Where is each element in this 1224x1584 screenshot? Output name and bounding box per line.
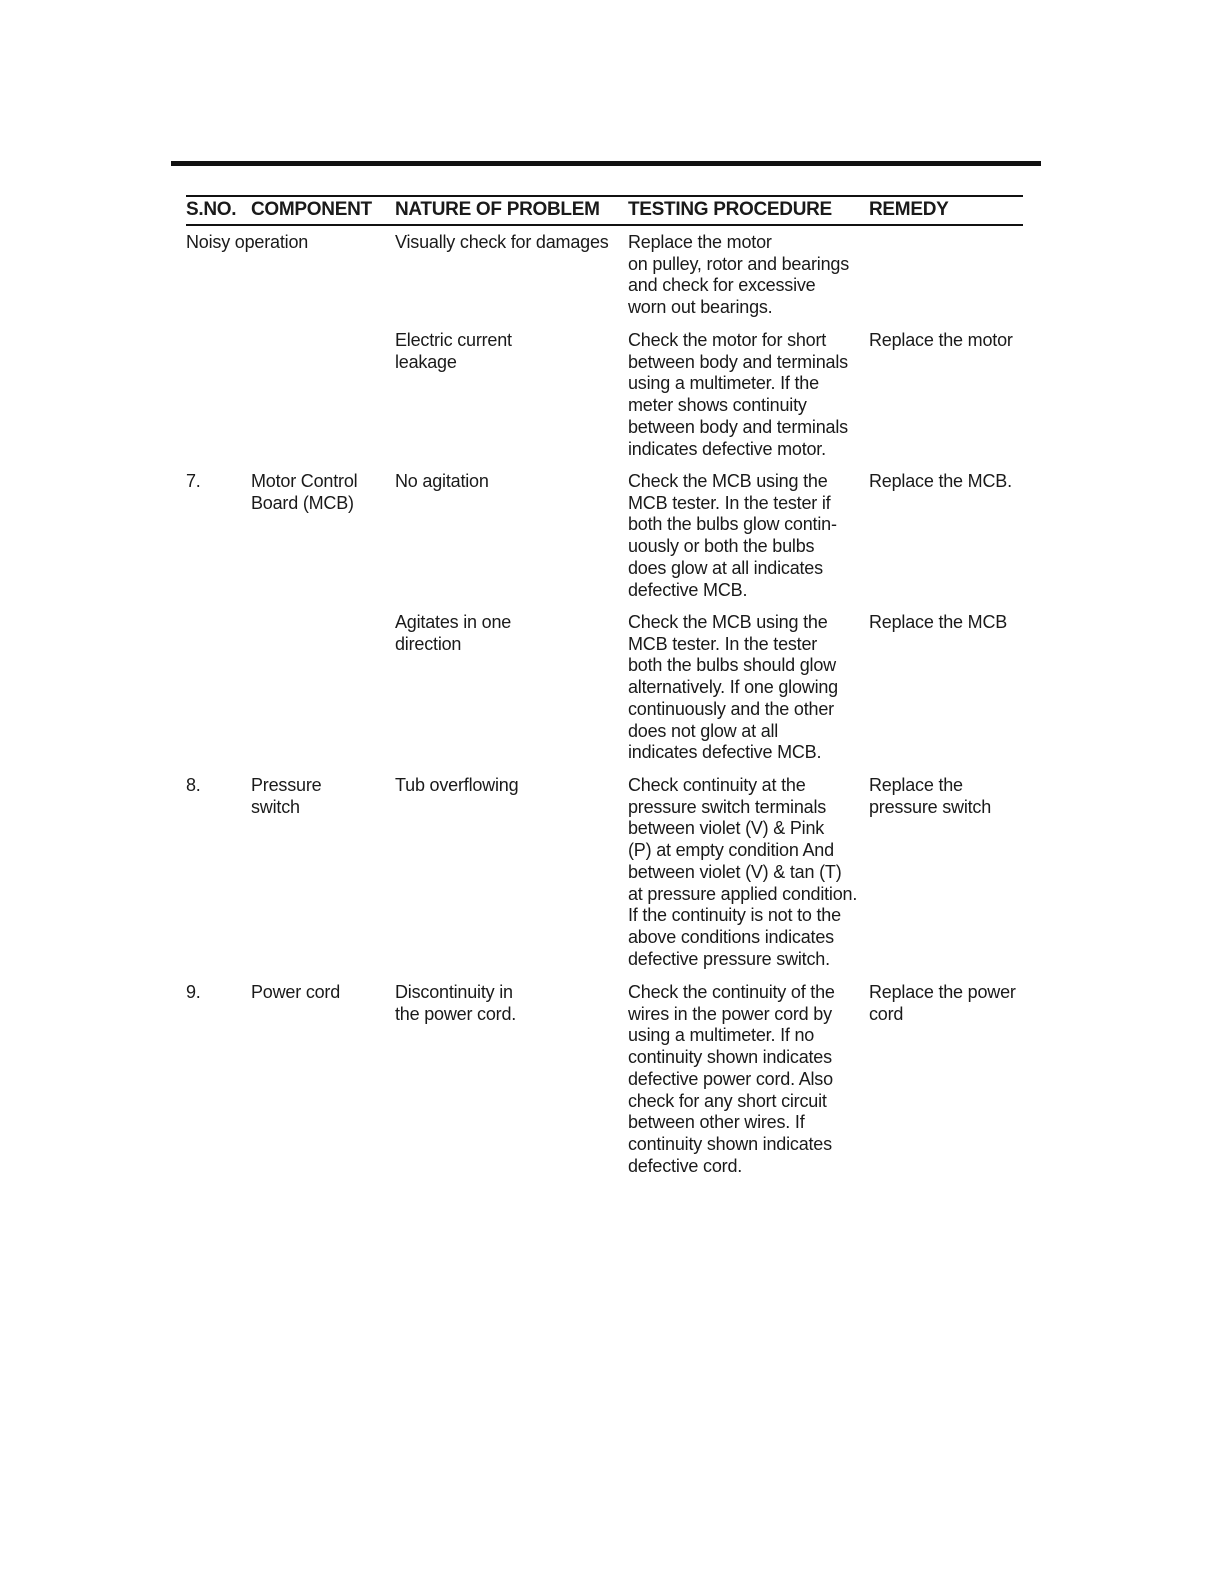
header-remedy: REMEDY: [869, 199, 949, 220]
component-text: Power cord: [251, 982, 341, 1002]
problem-text: Electric current: [395, 330, 512, 350]
problem-text: Discontinuity in: [395, 982, 513, 1002]
problem-cell: [395, 612, 620, 655]
testing-text: above conditions indicates: [628, 926, 834, 947]
testing-text: does not glow at all: [628, 720, 779, 741]
problem-text: Agitates in one: [395, 612, 512, 632]
testing-text: between violet (V) & Pink: [628, 818, 825, 839]
testing-text: indicates defective motor.: [628, 438, 826, 459]
remedy-cell: [869, 612, 1029, 634]
testing-text: defective pressure switch.: [628, 948, 830, 969]
remedy-text: cord: [869, 1003, 904, 1024]
problem-cell: [395, 982, 620, 1025]
header-nature-of-problem: NATURE OF PROBLEM: [395, 199, 600, 220]
page-top-rule: [171, 161, 1041, 166]
testing-cell: [628, 232, 866, 319]
testing-text: at pressure applied condition.: [628, 883, 858, 904]
header-sno: S.NO.: [186, 199, 237, 220]
testing-text: between body and terminals: [628, 416, 848, 437]
troubleshooting-table: [186, 195, 1023, 1176]
testing-text: MCB tester. In the tester if: [628, 492, 831, 513]
component-text: switch: [251, 796, 300, 817]
testing-text: If the continuity is not to the: [628, 905, 841, 926]
problem-text: No agitation: [395, 471, 489, 491]
component-cell: [251, 775, 386, 818]
component-cell: [251, 982, 386, 1004]
testing-text: uously or both the bulbs: [628, 536, 815, 557]
problem-text: Tub overflowing: [395, 775, 519, 795]
testing-text: on pulley, rotor and bearings: [628, 253, 850, 274]
testing-text: (P) at empty condition And: [628, 840, 834, 861]
remedy-cell: [869, 982, 1029, 1025]
testing-text: Check the MCB using the: [628, 471, 828, 491]
header-component: COMPONENT: [251, 199, 372, 220]
component-text: Board (MCB): [251, 492, 354, 513]
testing-cell: [628, 982, 866, 1177]
problem-text: direction: [395, 633, 462, 654]
component-text: Motor Control: [251, 471, 358, 491]
testing-text: alternatively. If one glowing: [628, 677, 838, 698]
testing-text: Check the motor for short: [628, 330, 827, 350]
testing-text: between body and terminals: [628, 351, 848, 372]
testing-text: continuity shown indicates: [628, 1133, 832, 1154]
remedy-text: Replace the power: [869, 982, 1016, 1002]
testing-text: defective power cord. Also: [628, 1068, 833, 1089]
component-cell: [251, 471, 386, 514]
testing-cell: [628, 775, 866, 970]
testing-text: does glow at all indicates: [628, 557, 823, 578]
testing-text: check for any short circuit: [628, 1090, 827, 1111]
testing-text: indicates defective MCB.: [628, 742, 822, 763]
testing-text: Check the MCB using the: [628, 612, 828, 632]
testing-text: between violet (V) & tan (T): [628, 861, 842, 882]
testing-text: Replace the motor: [628, 232, 772, 252]
testing-text: Check continuity at the: [628, 775, 806, 795]
remedy-text: Replace the MCB.: [869, 471, 1012, 491]
remedy-cell: [869, 471, 1029, 493]
problem-cell: [395, 775, 620, 797]
remedy-text: Replace the: [869, 775, 963, 795]
remedy-text: Replace the MCB: [869, 612, 1008, 632]
remedy-text: Replace the motor: [869, 330, 1013, 350]
testing-text: pressure switch terminals: [628, 796, 827, 817]
problem-cell: [395, 330, 620, 373]
component-cell: [186, 232, 386, 254]
problem-text: the power cord.: [395, 1003, 517, 1024]
testing-text: continuity shown indicates: [628, 1047, 832, 1068]
testing-text: meter shows continuity: [628, 395, 807, 416]
testing-text: both the bulbs should glow: [628, 655, 836, 676]
testing-text: Check the continuity of the: [628, 982, 835, 1002]
sno-cell: 7.: [186, 471, 201, 491]
table-header: [186, 195, 1023, 226]
testing-text: worn out bearings.: [628, 297, 773, 318]
testing-text: and check for excessive: [628, 275, 816, 296]
testing-text: defective cord.: [628, 1155, 743, 1176]
remedy-cell: [869, 330, 1029, 352]
testing-cell: [628, 330, 866, 460]
testing-cell: [628, 471, 866, 601]
problem-text: Visually check for damages: [395, 232, 609, 252]
sno-cell: 9.: [186, 982, 201, 1002]
testing-text: between other wires. If: [628, 1112, 805, 1133]
problem-cell: [395, 471, 620, 493]
problem-text: leakage: [395, 351, 457, 372]
header-testing-procedure: TESTING PROCEDURE: [628, 199, 832, 220]
testing-text: using a multimeter. If no: [628, 1025, 815, 1046]
testing-text: using a multimeter. If the: [628, 373, 819, 394]
testing-text: continuously and the other: [628, 698, 834, 719]
testing-cell: [628, 612, 866, 764]
testing-text: both the bulbs glow contin-: [628, 514, 837, 535]
component-text: Noisy operation: [186, 232, 309, 252]
component-text: Pressure: [251, 775, 322, 795]
sno-cell: 8.: [186, 775, 201, 795]
remedy-text: pressure switch: [869, 796, 992, 817]
problem-cell: [395, 232, 620, 254]
testing-text: wires in the power cord by: [628, 1003, 832, 1024]
remedy-cell: [869, 775, 1029, 818]
testing-text: MCB tester. In the tester: [628, 633, 818, 654]
testing-text: defective MCB.: [628, 579, 748, 600]
